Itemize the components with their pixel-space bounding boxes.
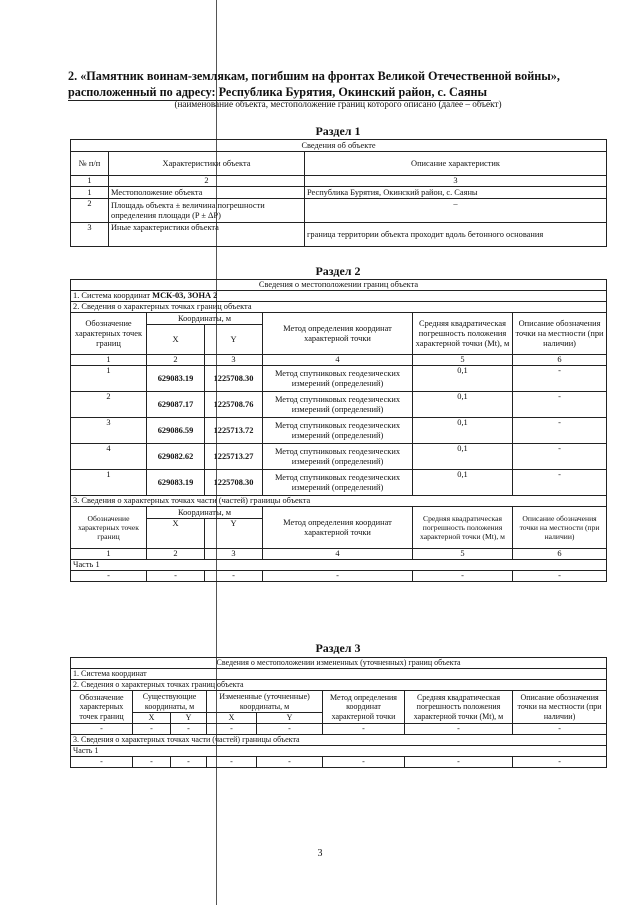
col-header-y: Y bbox=[257, 713, 323, 724]
point-x: 629082.62 bbox=[147, 444, 205, 470]
col-header-char: Характеристики объекта bbox=[109, 152, 305, 176]
col-header-y: Y bbox=[205, 325, 263, 355]
coord-system-label: 1. Система координат bbox=[73, 291, 151, 300]
point-y: 1225708.30 bbox=[205, 470, 263, 496]
object-heading bbox=[68, 68, 608, 101]
section-2-title: Раздел 2 bbox=[315, 264, 361, 278]
empty-cell: - bbox=[323, 724, 405, 735]
col-header-y: Y bbox=[171, 713, 207, 724]
point-x: 629083.19 bbox=[147, 366, 205, 392]
empty-cell: - bbox=[513, 571, 607, 582]
point-mt: 0,1 bbox=[413, 392, 513, 418]
row-desc: граница территории объекта проходит вдоль бетонного основания bbox=[305, 223, 607, 247]
table-row bbox=[71, 757, 607, 768]
index-cell: 2 bbox=[147, 549, 205, 560]
col-header-coords: Координаты, м bbox=[147, 313, 263, 325]
row-char: Иные характеристики объекта bbox=[109, 223, 305, 247]
index-cell: 2 bbox=[109, 176, 305, 187]
section-3-table bbox=[70, 657, 607, 768]
heading-caption: (наименование объекта, местоположение границ которого описано (далее – объект) bbox=[174, 99, 502, 109]
row-desc: Республика Бурятия, Окинский район, с. Саяны bbox=[305, 187, 607, 199]
point-x: 629086.59 bbox=[147, 418, 205, 444]
row-num: 1 bbox=[71, 187, 109, 199]
table-row bbox=[71, 187, 607, 199]
col-header-desc: Описание характеристик bbox=[305, 152, 607, 176]
point-x: 629083.19 bbox=[147, 470, 205, 496]
empty-cell: - bbox=[205, 571, 263, 582]
index-cell: 2 bbox=[147, 355, 205, 366]
parts-section-title: 3. Сведения о характерных точках части (частей) границы объекта bbox=[71, 735, 607, 746]
row-char: Местоположение объекта bbox=[109, 187, 305, 199]
empty-cell: - bbox=[207, 757, 257, 768]
point-mt: 0,1 bbox=[413, 470, 513, 496]
index-cell: 3 bbox=[305, 176, 607, 187]
index-cell: 4 bbox=[263, 355, 413, 366]
index-cell: 6 bbox=[513, 355, 607, 366]
point-method: Метод спутниковых геодезических измерений (определений) bbox=[263, 418, 413, 444]
empty-cell: - bbox=[257, 724, 323, 735]
part-label: Часть 1 bbox=[71, 560, 607, 571]
point-x: 629087.17 bbox=[147, 392, 205, 418]
col-header-accuracy: Средняя квадратическая погрешность положения характерной точки (Mt), м bbox=[413, 507, 513, 549]
col-header-changed: Измененные (уточненные) координаты, м bbox=[207, 691, 323, 713]
index-cell: 1 bbox=[71, 549, 147, 560]
col-header-description: Описание обозначения точки на местности (при наличии) bbox=[513, 313, 607, 355]
row-num: 2 bbox=[71, 199, 109, 223]
empty-cell: - bbox=[513, 724, 607, 735]
empty-cell: - bbox=[207, 724, 257, 735]
page-number: 3 bbox=[317, 848, 323, 859]
section-2-table bbox=[70, 279, 607, 582]
table-row bbox=[71, 418, 607, 444]
section-1-table bbox=[70, 139, 607, 247]
coord-system-value: МСК-03, ЗОНА 2 bbox=[152, 291, 218, 300]
empty-cell: - bbox=[133, 757, 171, 768]
point-method: Метод спутниковых геодезических измерений (определений) bbox=[263, 470, 413, 496]
point-desc: - bbox=[513, 392, 607, 418]
empty-cell: - bbox=[513, 757, 607, 768]
index-cell: 1 bbox=[71, 176, 109, 187]
table-row bbox=[71, 392, 607, 418]
point-y: 1225713.27 bbox=[205, 444, 263, 470]
part-label: Часть 1 bbox=[71, 746, 607, 757]
col-header-point: Обозначение характерных точек границ bbox=[71, 691, 133, 724]
empty-cell: - bbox=[71, 757, 133, 768]
index-cell: 1 bbox=[71, 355, 147, 366]
point-desc: - bbox=[513, 418, 607, 444]
index-cell: 3 bbox=[205, 549, 263, 560]
empty-cell: - bbox=[263, 571, 413, 582]
empty-cell: - bbox=[413, 571, 513, 582]
point-y: 1225708.76 bbox=[205, 392, 263, 418]
index-cell: 3 bbox=[205, 355, 263, 366]
point-mt: 0,1 bbox=[413, 418, 513, 444]
point-id: 1 bbox=[71, 366, 147, 392]
empty-cell: - bbox=[171, 757, 207, 768]
col-header-num: № п/п bbox=[71, 152, 109, 176]
point-method: Метод спутниковых геодезических измерений (определений) bbox=[263, 366, 413, 392]
col-header-method: Метод определения координат характерной точки bbox=[323, 691, 405, 724]
col-header-description: Описание обозначения точки на местности (при наличии) bbox=[513, 691, 607, 724]
empty-cell: - bbox=[133, 724, 171, 735]
index-cell: 6 bbox=[513, 549, 607, 560]
point-id: 4 bbox=[71, 444, 147, 470]
col-header-coords: Координаты, м bbox=[147, 507, 263, 519]
empty-cell: - bbox=[405, 724, 513, 735]
empty-cell: - bbox=[71, 571, 147, 582]
table-row bbox=[71, 199, 607, 223]
col-header-point: Обозначение характерных точек границ bbox=[71, 313, 147, 355]
col-header-description: Описание обозначения точки на местности (при наличии) bbox=[513, 507, 607, 549]
table-row bbox=[71, 366, 607, 392]
col-header-x: X bbox=[133, 713, 171, 724]
table-row bbox=[71, 223, 607, 247]
row-char: Площадь объекта ± величина погрешности определения площади (P ± ΔP) bbox=[109, 199, 305, 223]
heading-line-1: 2. «Памятник воинам-землякам, погибшим на фронтах Великой Отечественной войны», bbox=[68, 69, 560, 83]
row-desc: – bbox=[305, 199, 607, 223]
col-header-point: Обозначение характерных точек границ bbox=[71, 507, 147, 549]
point-desc: - bbox=[513, 366, 607, 392]
col-header-y: Y bbox=[205, 519, 263, 549]
row-num: 3 bbox=[71, 223, 109, 247]
point-method: Метод спутниковых геодезических измерений (определений) bbox=[263, 444, 413, 470]
point-mt: 0,1 bbox=[413, 366, 513, 392]
point-y: 1225713.72 bbox=[205, 418, 263, 444]
section-3-title: Раздел 3 bbox=[315, 641, 361, 655]
empty-cell: - bbox=[323, 757, 405, 768]
col-header-existing: Существующие координаты, м bbox=[133, 691, 207, 713]
col-header-x: X bbox=[147, 519, 205, 549]
parts-section-title: 3. Сведения о характерных точках части (частей) границы объекта bbox=[71, 496, 607, 507]
point-mt: 0,1 bbox=[413, 444, 513, 470]
coord-system-row bbox=[71, 291, 607, 302]
empty-cell: - bbox=[257, 757, 323, 768]
section-2-table-title: Сведения о местоположении границ объекта bbox=[71, 280, 607, 291]
index-cell: 5 bbox=[413, 549, 513, 560]
col-header-accuracy: Средняя квадратическая погрешность положения характерной точки (Mt), м bbox=[413, 313, 513, 355]
empty-cell: - bbox=[147, 571, 205, 582]
table-row bbox=[71, 571, 607, 582]
empty-cell: - bbox=[71, 724, 133, 735]
point-y: 1225708.30 bbox=[205, 366, 263, 392]
point-method: Метод спутниковых геодезических измерений (определений) bbox=[263, 392, 413, 418]
col-header-method: Метод определения координат характерной точки bbox=[263, 507, 413, 549]
index-cell: 4 bbox=[263, 549, 413, 560]
col-header-x: X bbox=[147, 325, 205, 355]
table-row bbox=[71, 470, 607, 496]
point-id: 3 bbox=[71, 418, 147, 444]
coord-system-row: 1. Система координат bbox=[71, 669, 607, 680]
point-id: 2 bbox=[71, 392, 147, 418]
col-header-method: Метод определения координат характерной точки bbox=[263, 313, 413, 355]
section-3-table-title: Сведения о местоположении измененных (уточненных) границ объекта bbox=[71, 658, 607, 669]
point-desc: - bbox=[513, 470, 607, 496]
empty-cell: - bbox=[171, 724, 207, 735]
points-section-title: 2. Сведения о характерных точках границ объекта bbox=[71, 302, 607, 313]
col-header-accuracy: Средняя квадратическая погрешность положения характерной точки (Mt), м bbox=[405, 691, 513, 724]
point-desc: - bbox=[513, 444, 607, 470]
point-id: 1 bbox=[71, 470, 147, 496]
table-row bbox=[71, 724, 607, 735]
section-1-title: Раздел 1 bbox=[315, 124, 361, 138]
empty-cell: - bbox=[405, 757, 513, 768]
col-header-x: X bbox=[207, 713, 257, 724]
points-section-title: 2. Сведения о характерных точках границ объекта bbox=[71, 680, 607, 691]
heading-line-2: расположенный по адресу: Республика Бурятия, Окинский район, с. Саяны bbox=[68, 84, 491, 101]
section-1-table-title: Сведения об объекте bbox=[71, 140, 607, 152]
table-row bbox=[71, 444, 607, 470]
index-cell: 5 bbox=[413, 355, 513, 366]
